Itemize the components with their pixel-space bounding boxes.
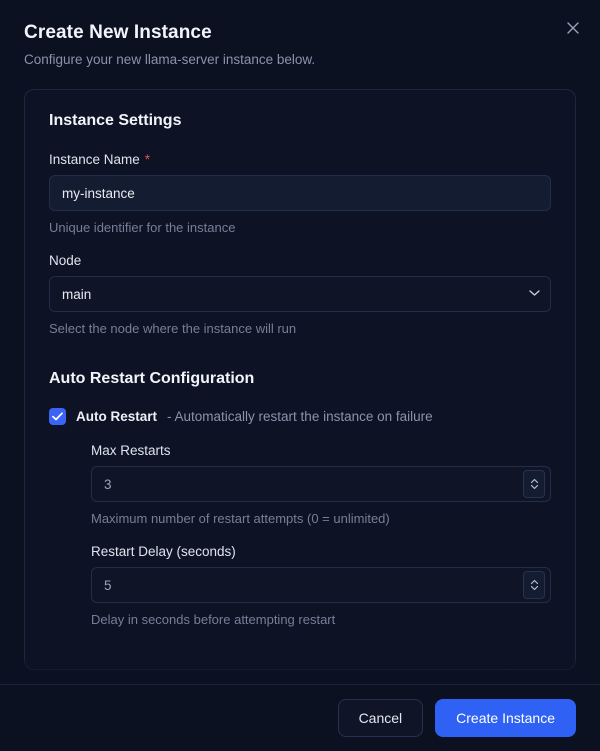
instance-settings-heading: Instance Settings xyxy=(49,112,182,129)
max-restarts-stepper[interactable] xyxy=(523,470,545,498)
auto-restart-row xyxy=(49,408,551,425)
restart-delay-hint: Delay in seconds before attempting restart xyxy=(91,612,336,627)
instance-name-input[interactable] xyxy=(49,175,551,211)
required-indicator: * xyxy=(144,152,151,167)
max-restarts-hint: Maximum number of restart attempts (0 = unlimited) xyxy=(91,511,390,526)
close-icon[interactable] xyxy=(562,17,584,39)
dialog-header xyxy=(0,0,600,67)
settings-card xyxy=(24,89,576,670)
max-restarts-input[interactable] xyxy=(91,466,551,502)
auto-restart-checkbox[interactable] xyxy=(49,408,66,425)
node-hint: Select the node where the instance will run xyxy=(49,321,297,336)
instance-name-hint: Unique identifier for the instance xyxy=(49,220,236,235)
node-field xyxy=(49,253,551,336)
max-restarts-field xyxy=(91,443,551,526)
dialog-footer xyxy=(0,684,600,751)
page-title: Create New Instance xyxy=(24,22,212,43)
create-instance-button[interactable]: Create Instance xyxy=(435,699,576,737)
restart-delay-wrap xyxy=(91,567,551,603)
cancel-button[interactable]: Cancel xyxy=(338,699,424,737)
restart-delay-label: Restart Delay (seconds) xyxy=(91,544,236,559)
auto-restart-description: - Automatically restart the instance on failure xyxy=(167,409,433,424)
auto-restart-options xyxy=(49,443,551,627)
node-select-wrap xyxy=(49,276,551,312)
instance-name-field xyxy=(49,152,551,235)
restart-delay-field xyxy=(91,544,551,627)
auto-restart-heading: Auto Restart Configuration xyxy=(49,370,255,387)
max-restarts-label: Max Restarts xyxy=(91,443,171,458)
restart-delay-stepper[interactable] xyxy=(523,571,545,599)
node-select[interactable] xyxy=(49,276,551,312)
dialog-scroll-area[interactable] xyxy=(0,67,600,684)
instance-name-label xyxy=(49,152,551,167)
instance-name-label-text: Instance Name xyxy=(49,152,140,167)
max-restarts-wrap xyxy=(91,466,551,502)
restart-delay-input[interactable] xyxy=(91,567,551,603)
auto-restart-label: Auto Restart xyxy=(76,409,158,424)
dialog-subtitle: Configure your new llama-server instance below. xyxy=(24,52,316,67)
node-label: Node xyxy=(49,253,82,268)
